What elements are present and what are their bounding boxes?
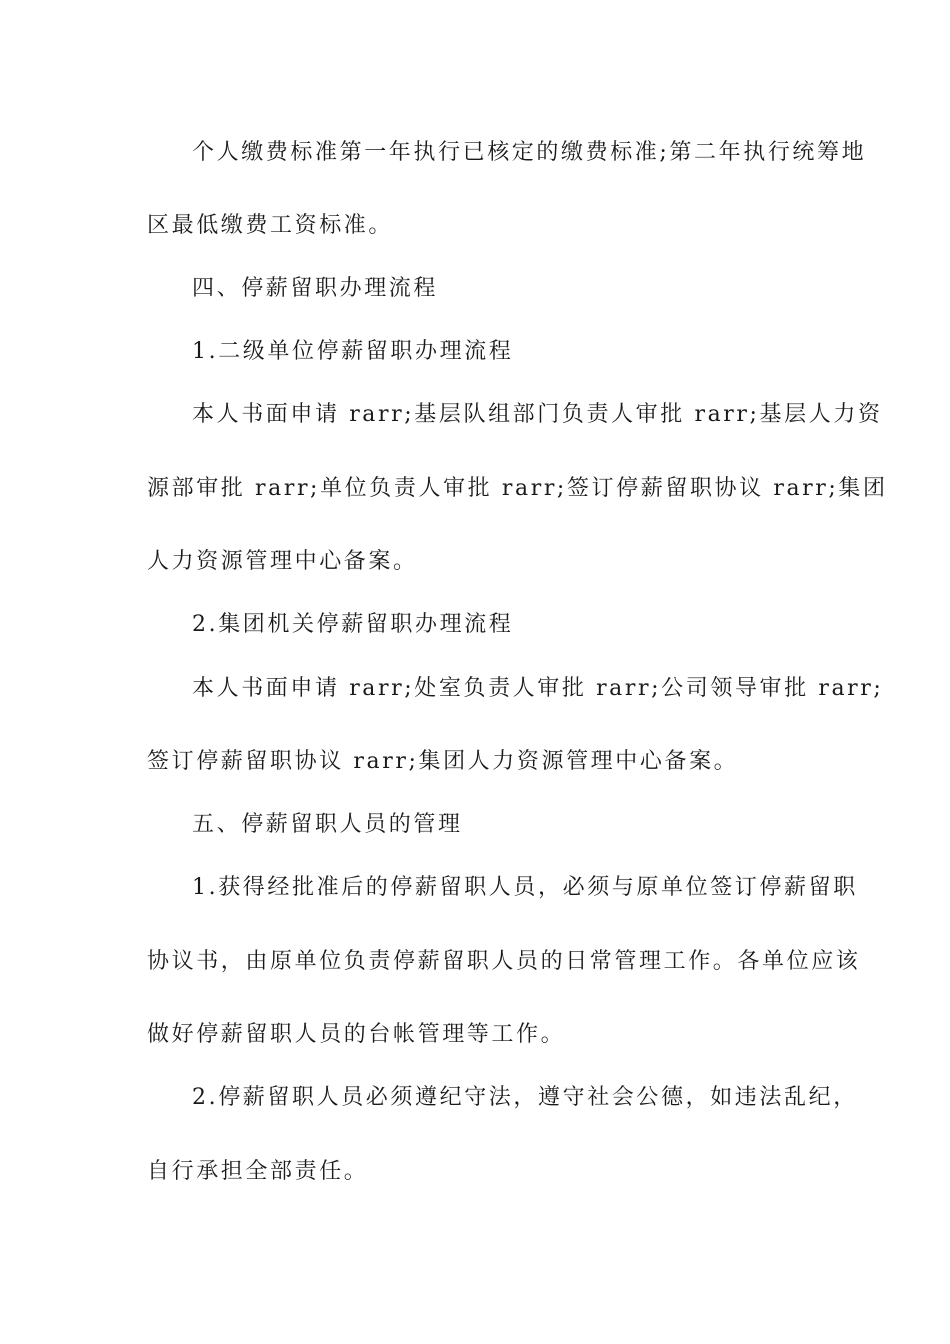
section-heading-4: 四、停薪留职办理流程	[192, 276, 439, 301]
paragraph-line: 协议书，由原单位负责停薪留职人员的日常管理工作。各单位应该	[147, 949, 861, 974]
paragraph-line: 本人书面申请 rarr;基层队组部门负责人审批 rarr;基层人力资	[192, 402, 883, 427]
paragraph-line: 做好停薪留职人员的台帐管理等工作。	[147, 1022, 566, 1047]
paragraph-line: 区最低缴费工资标准。	[147, 213, 394, 238]
paragraph-line: 本人书面申请 rarr;处室负责人审批 rarr;公司领导审批 rarr;	[192, 676, 884, 701]
paragraph-line: 人力资源管理中心备案。	[147, 549, 418, 574]
subsection-heading-4-2: 2.集团机关停薪留职办理流程	[192, 612, 514, 637]
paragraph-line: 个人缴费标准第一年执行已核定的缴费标准;第二年执行统筹地	[192, 140, 867, 165]
subsection-heading-4-1: 1.二级单位停薪留职办理流程	[192, 339, 514, 364]
paragraph-line: 签订停薪留职协议 rarr;集团人力资源管理中心备案。	[147, 749, 739, 774]
paragraph-line: 源部审批 rarr;单位负责人审批 rarr;签订停薪留职协议 rarr;集团	[147, 476, 888, 501]
paragraph-line: 自行承担全部责任。	[147, 1159, 369, 1184]
paragraph-line: 2.停薪留职人员必须遵纪守法，遵守社会公德，如违法乱纪，	[192, 1085, 858, 1110]
paragraph-line: 1.获得经批准后的停薪留职人员，必须与原单位签订停薪留职	[192, 875, 858, 900]
section-heading-5: 五、停薪留职人员的管理	[192, 812, 463, 837]
